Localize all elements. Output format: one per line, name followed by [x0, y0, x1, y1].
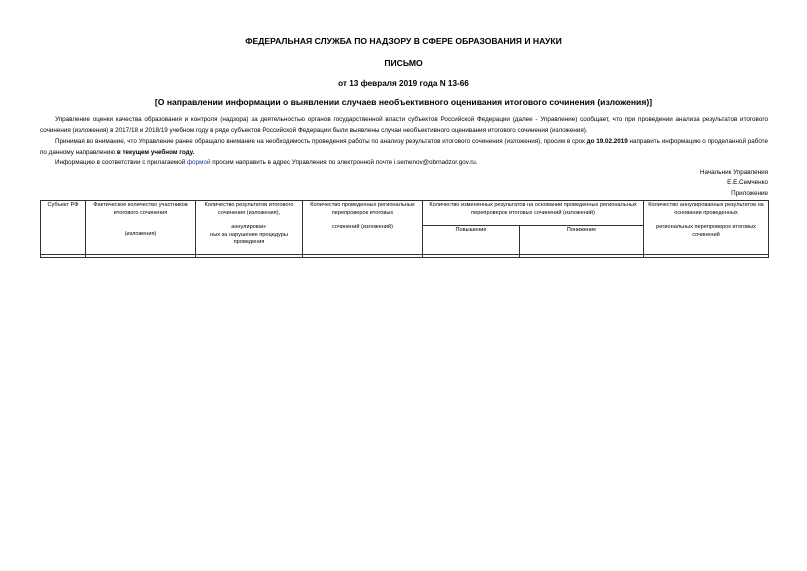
paragraph-1: Управление оценки качества образования и контроля (надзора) за деятельностью органов государственной власти субъектов Российской Федерации (далее - Управление) сообщает, что при проведении анализа результатов итогового сочинения (изложения) в 2017/18 и 2018/19 учебном году в ряде субъектов Российской Федерации были выявлены случаи необъективного оценивания итогового сочинения (изложения).: [40, 116, 768, 134]
document-date: от 13 февраля 2019 года N 13-66: [338, 79, 469, 88]
header-annulled-results: Количество результатов итогового сочинения (изложения), аннулирован- ных за нарушение процедуры проведения: [196, 201, 303, 255]
paragraph-2-text-c: направить информацию о проделанной работе по данному направлению: [40, 138, 768, 156]
agency-title: ФЕДЕРАЛЬНАЯ СЛУЖБА ПО НАДЗОРУ В СФЕРЕ ОБРАЗОВАНИЯ И НАУКИ: [245, 36, 562, 46]
header-subject-rf: Субъект РФ: [41, 201, 86, 255]
header-participants: Фактическое количество участников итогового сочинения (изложения): [86, 201, 196, 255]
subheader-increase: Повышение: [423, 226, 520, 255]
current-year-emphasis: в текущем учебном году.: [116, 148, 195, 156]
subheader-decrease: Понижение: [520, 226, 644, 255]
paragraph-3-text-a: Информацию в соответствии с прилагаемой: [55, 159, 187, 166]
deadline-date: до 19.02.2019: [586, 138, 628, 145]
document-subject: [О направлении информации о выявлении случаев необъективного оценивания итогового сочинения (изложения)]: [154, 97, 653, 107]
appendix-label: Приложение: [731, 190, 768, 197]
table-header-row: [41, 201, 769, 226]
signatory-position: Начальник Управления: [699, 169, 768, 176]
paragraph-2-text-a: Принимая во внимание, что Управление ранее обращало внимание на необходимость проведения работы по анализу результатов итогового сочинения (изложения), просим в срок: [55, 138, 587, 145]
paragraph-3: [40, 158, 768, 169]
header-rechecks-count: Количество проведенных региональных перепроверок итоговых сочинений (изложений): [303, 201, 423, 255]
document-type: ПИСЬМО: [384, 58, 423, 68]
form-link[interactable]: формой: [187, 159, 211, 166]
paragraph-3-text-b: просим направить в адрес Управления по электронной почте i.semenov@obrnadzor.gov.ru.: [210, 159, 478, 166]
header-annulled-after-recheck: Количество аннулированных результатов на основании проведенных региональных перепроверок итоговых сочинений: [644, 201, 769, 255]
appendix-table: [40, 200, 769, 258]
paragraph-2: [40, 137, 768, 158]
signatory-name: Е.Е.Семченко: [727, 179, 768, 186]
table-row: [41, 255, 769, 258]
header-changed-results: Количество измененных результатов на основании проведенных региональных перепроверок итоговых сочинений (изложений): [423, 201, 644, 226]
